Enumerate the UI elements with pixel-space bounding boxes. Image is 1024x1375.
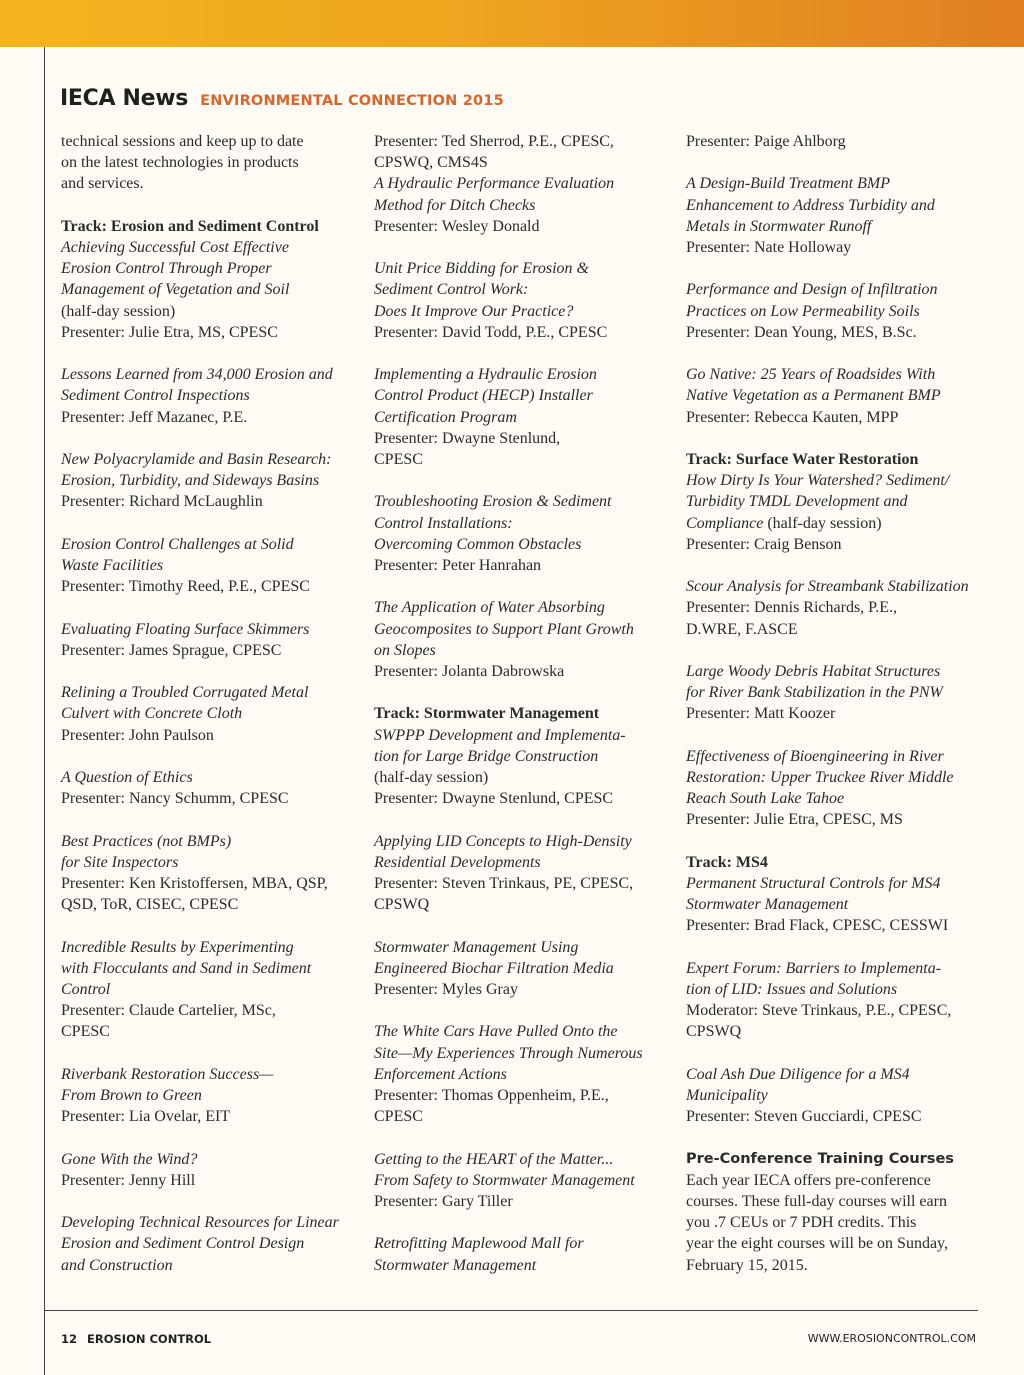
session-title-line: Control [61, 980, 111, 998]
session-entry [61, 449, 361, 513]
session-title-line: Management of Vegetation and Soil [61, 281, 290, 299]
session-entry [374, 258, 674, 343]
session-entry [686, 1149, 981, 1276]
body-text-line: you .7 CEUs or 7 PDH credits. This [686, 1214, 917, 1232]
body-text-line: Presenter: John Paulson [61, 726, 214, 744]
session-title-line: Expert Forum: Barriers to Implementa- [686, 959, 942, 977]
session-entry [686, 131, 981, 152]
session-entry [686, 661, 981, 725]
session-title-line: A Question of Ethics [61, 768, 193, 786]
session-title-line: Applying LID Concepts to High-Density [374, 832, 632, 850]
session-title-line: From Safety to Stormwater Management [374, 1171, 635, 1189]
session-entry [61, 131, 361, 195]
body-text-line: Presenter: Gary Tiller [374, 1193, 513, 1211]
body-text-line: Presenter: Lia Ovelar, EIT [61, 1108, 231, 1126]
body-text-line: Presenter: Paige Ahlborg [686, 133, 846, 150]
session-title-line: Troubleshooting Erosion & Sediment [374, 493, 612, 511]
session-title-line: Restoration: Upper Truckee River Middle [686, 768, 954, 786]
body-text-line: Presenter: Ken Kristoffersen, MBA, QSP, [61, 874, 328, 892]
session-title-line: and Construction [61, 1256, 173, 1274]
session-entry [686, 279, 981, 343]
body-text-line: Presenter: Dwayne Stenlund, [374, 429, 561, 447]
section-title: ENVIRONMENTAL CONNECTION 2015 [200, 93, 504, 109]
body-text-line: year the eight courses will be on Sunday, [686, 1235, 949, 1253]
body-text-line: February 15, 2015. [686, 1256, 808, 1274]
column-2 [374, 131, 674, 1297]
body-text-line: Presenter: Peter Hanrahan [374, 557, 542, 575]
session-title-line: Method for Ditch Checks [374, 196, 536, 214]
session-entry [61, 534, 361, 598]
body-text-line: CPSWQ [686, 1023, 742, 1041]
session-title-line: Large Woody Debris Habitat Structures [686, 662, 941, 680]
session-title-line: The White Cars Have Pulled Onto the [374, 1023, 618, 1041]
session-title-line: Residential Developments [374, 853, 541, 871]
body-text-line: QSD, ToR, CISEC, CPESC [61, 896, 239, 914]
session-title-line: for Site Inspectors [61, 853, 179, 871]
body-text-line: (half-day session) [61, 302, 176, 320]
session-title-line: Practices on Low Permeability Soils [686, 302, 920, 320]
session-title-line: Erosion Control Through Proper [61, 260, 272, 278]
session-title-fragment: Compliance [686, 514, 764, 532]
session-entry [374, 1149, 674, 1213]
session-title-line: Control Product (HECP) Installer [374, 387, 593, 405]
session-title-line: Does It Improve Our Practice? [374, 302, 574, 320]
session-title-line: Overcoming Common Obstacles [374, 535, 582, 553]
session-title-line: Go Native: 25 Years of Roadsides With [686, 366, 936, 384]
session-entry [686, 1064, 981, 1128]
body-text-line: Presenter: David Todd, P.E., CPESC [374, 323, 608, 341]
body-text-line: Presenter: Thomas Oppenheim, P.E., [374, 1087, 609, 1105]
session-entry [61, 682, 361, 746]
body-text-line: Presenter: Dwayne Stenlund, CPESC [374, 790, 614, 808]
body-text-line: Presenter: Dennis Richards, P.E., [686, 599, 898, 617]
session-entry [686, 449, 981, 555]
session-title-line: Erosion and Sediment Control Design [61, 1235, 305, 1253]
publication-brand: IECA News [60, 86, 189, 111]
left-margin-rule [44, 47, 45, 1375]
session-entry [374, 131, 674, 237]
track-heading: Track: Stormwater Management [374, 705, 600, 723]
session-title-line: New Polyacrylamide and Basin Research: [61, 451, 332, 468]
body-text-line: Presenter: Brad Flack, CPESC, CESSWI [686, 917, 949, 935]
session-title-line: Stormwater Management Using [374, 938, 579, 956]
session-title-line: with Flocculants and Sand in Sediment [61, 959, 312, 977]
session-note-fragment: (half-day session) [763, 514, 882, 532]
body-text-line: Presenter: Ted Sherrod, P.E., CPESC, [374, 133, 614, 150]
session-title-line: Achieving Successful Cost Effective [61, 239, 289, 256]
session-entry [374, 491, 674, 576]
footer-rule [44, 1310, 978, 1311]
session-entry [61, 216, 361, 343]
session-title-line: for River Bank Stabilization in the PNW [686, 684, 943, 702]
track-heading: Track: MS4 [686, 853, 768, 871]
column-3 [686, 131, 981, 1297]
session-title-line: Waste Facilities [61, 557, 164, 574]
session-title-line: Best Practices (not BMPs) [61, 832, 232, 850]
session-title-line: Site—My Experiences Through Numerous [374, 1044, 643, 1062]
session-entry [374, 831, 674, 916]
session-title-line: Riverbank Restoration Success— [61, 1065, 274, 1083]
body-text-line: Each year IECA offers pre-conference [686, 1171, 931, 1189]
track-heading: Track: Erosion and Sediment Control [61, 217, 319, 235]
session-title-line: How Dirty Is Your Watershed? Sediment/ [686, 472, 950, 490]
session-title-line: Metals in Stormwater Runoff [686, 217, 872, 235]
session-entry [686, 364, 981, 428]
session-title-line: on Slopes [374, 641, 436, 659]
body-text-line: Presenter: Claude Cartelier, MSc, [61, 1002, 276, 1020]
body-text-line: Presenter: Rebecca Kauten, MPP [686, 408, 899, 426]
session-entry [61, 831, 361, 916]
column-1 [61, 131, 361, 1297]
session-title-line: Evaluating Floating Surface Skimmers [61, 620, 310, 638]
session-title-line: Native Vegetation as a Permanent BMP [686, 387, 941, 405]
body-text-line: Presenter: James Sprague, CPESC [61, 641, 282, 659]
body-text-line: Presenter: Jolanta Dabrowska [374, 663, 565, 681]
session-title-line: Enhancement to Address Turbidity and [686, 196, 935, 214]
session-entry [374, 703, 674, 809]
session-title-line: Effectiveness of Bioengineering in River [686, 747, 944, 765]
body-text-line: Presenter: Matt Koozer [686, 705, 836, 723]
session-title-line: Enforcement Actions [374, 1065, 507, 1083]
session-entry [686, 173, 981, 258]
session-entry [374, 1233, 674, 1275]
body-text-line: Presenter: Julie Etra, MS, CPESC [61, 323, 278, 341]
session-title-line: Stormwater Management [686, 896, 849, 914]
session-title-line: Implementing a Hydraulic Erosion [374, 366, 597, 384]
session-title-line: The Application of Water Absorbing [374, 599, 605, 617]
session-entry [374, 937, 674, 1001]
session-title-line: Stormwater Management [374, 1256, 537, 1274]
body-text-line: Presenter: Steven Trinkaus, PE, CPESC, [374, 875, 634, 893]
session-entry [686, 958, 981, 1043]
body-text-line: Presenter: Jeff Mazanec, P.E. [61, 408, 248, 426]
session-title-line: Reach South Lake Tahoe [686, 790, 845, 808]
session-title-line: Erosion Control Challenges at Solid [61, 535, 294, 553]
session-title-line [686, 513, 981, 534]
session-entry [686, 852, 981, 937]
session-title-line: Certification Program [374, 408, 517, 426]
session-title-line: Scour Analysis for Streambank Stabilization [686, 578, 969, 596]
session-entry [61, 619, 361, 661]
body-text-line: CPESC [374, 1108, 423, 1126]
body-text-line: (half-day session) [374, 769, 489, 787]
body-text-line: Presenter: Dean Young, MES, B.Sc. [686, 323, 917, 341]
body-text-line: Presenter: Richard McLaughlin [61, 493, 263, 511]
session-title-line: Unit Price Bidding for Erosion & [374, 260, 589, 278]
session-title-line: Performance and Design of Infiltration [686, 281, 938, 299]
session-title-line: tion for Large Bridge Construction [374, 747, 599, 765]
session-entry [61, 937, 361, 1043]
session-title-line: Turbidity TMDL Development and [686, 493, 908, 511]
session-title-line: Control Installations: [374, 514, 513, 532]
section-subheading: Pre-Conference Training Courses [686, 1150, 954, 1167]
body-text-line: Presenter: Nancy Schumm, CPESC [61, 790, 289, 808]
body-text-line: Presenter: Jenny Hill [61, 1171, 196, 1189]
body-text-line: Presenter: Steven Gucciardi, CPESC [686, 1108, 922, 1126]
body-text-line: on the latest technologies in products [61, 154, 299, 172]
body-text-line: CPESC [61, 1023, 110, 1041]
session-entry [686, 576, 981, 640]
session-title-line: Coal Ash Due Diligence for a MS4 [686, 1065, 910, 1083]
body-text-line: Presenter: Julie Etra, CPESC, MS [686, 811, 903, 829]
session-title-line: Getting to the HEART of the Matter... [374, 1150, 614, 1168]
session-title-line: Retrofitting Maplewood Mall for [374, 1235, 584, 1253]
session-title-line: Permanent Structural Controls for MS4 [686, 874, 941, 892]
body-text-line: Presenter: Timothy Reed, P.E., CPESC [61, 578, 310, 596]
session-title-line: A Hydraulic Performance Evaluation [374, 175, 615, 193]
session-title-line: Culvert with Concrete Cloth [61, 705, 243, 723]
session-title-line: Incredible Results by Experimenting [61, 938, 294, 956]
body-text-line: Presenter: Nate Holloway [686, 239, 852, 256]
top-color-banner [0, 0, 1024, 47]
body-text-line: Moderator: Steve Trinkaus, P.E., CPESC, [686, 1002, 952, 1020]
page-number: 12 [61, 1332, 78, 1346]
session-title-line: Gone With the Wind? [61, 1150, 198, 1168]
session-title-line: Engineered Biochar Filtration Media [374, 959, 614, 977]
session-entry [61, 1212, 361, 1276]
body-text-line: technical sessions and keep up to date [61, 133, 304, 150]
session-title-line: tion of LID: Issues and Solutions [686, 980, 898, 998]
session-title-line: Sediment Control Inspections [61, 387, 250, 405]
page-header [60, 86, 504, 111]
body-text-line: Presenter: Wesley Donald [374, 217, 540, 235]
session-entry [686, 746, 981, 831]
session-entry [374, 597, 674, 682]
session-entry [61, 364, 361, 428]
session-title-line: A Design-Build Treatment BMP [686, 175, 890, 193]
session-title-line: From Brown to Green [61, 1086, 202, 1104]
session-title-line: Relining a Troubled Corrugated Metal [61, 684, 309, 702]
footer-folio [61, 1332, 211, 1346]
body-text-line: and services. [61, 175, 144, 193]
website-url: WWW.EROSIONCONTROL.COM [807, 1332, 976, 1345]
session-entry [374, 1021, 674, 1127]
session-title-line: Municipality [686, 1086, 768, 1104]
body-text-line: D.WRE, F.ASCE [686, 620, 798, 638]
body-text-line: Presenter: Craig Benson [686, 535, 842, 553]
magazine-name: EROSION CONTROL [87, 1332, 212, 1346]
session-entry [61, 767, 361, 809]
session-entry [61, 1064, 361, 1128]
body-text-line: courses. These full-day courses will earn [686, 1192, 947, 1210]
body-text-line: CPESC [374, 451, 423, 469]
session-entry [374, 364, 674, 470]
session-title-line: Lessons Learned from 34,000 Erosion and [61, 366, 333, 384]
session-title-line: Sediment Control Work: [374, 281, 529, 299]
session-entry [61, 1149, 361, 1191]
session-title-line: SWPPP Development and Implementa- [374, 726, 626, 744]
body-text-line: CPSWQ, CMS4S [374, 154, 488, 172]
track-heading: Track: Surface Water Restoration [686, 450, 919, 468]
session-title-line: Developing Technical Resources for Linear [61, 1214, 339, 1232]
session-title-line: Geocomposites to Support Plant Growth [374, 620, 634, 638]
body-text-line: CPSWQ [374, 896, 430, 914]
body-text-line: Presenter: Myles Gray [374, 981, 518, 999]
session-title-line: Erosion, Turbidity, and Sideways Basins [61, 472, 320, 490]
